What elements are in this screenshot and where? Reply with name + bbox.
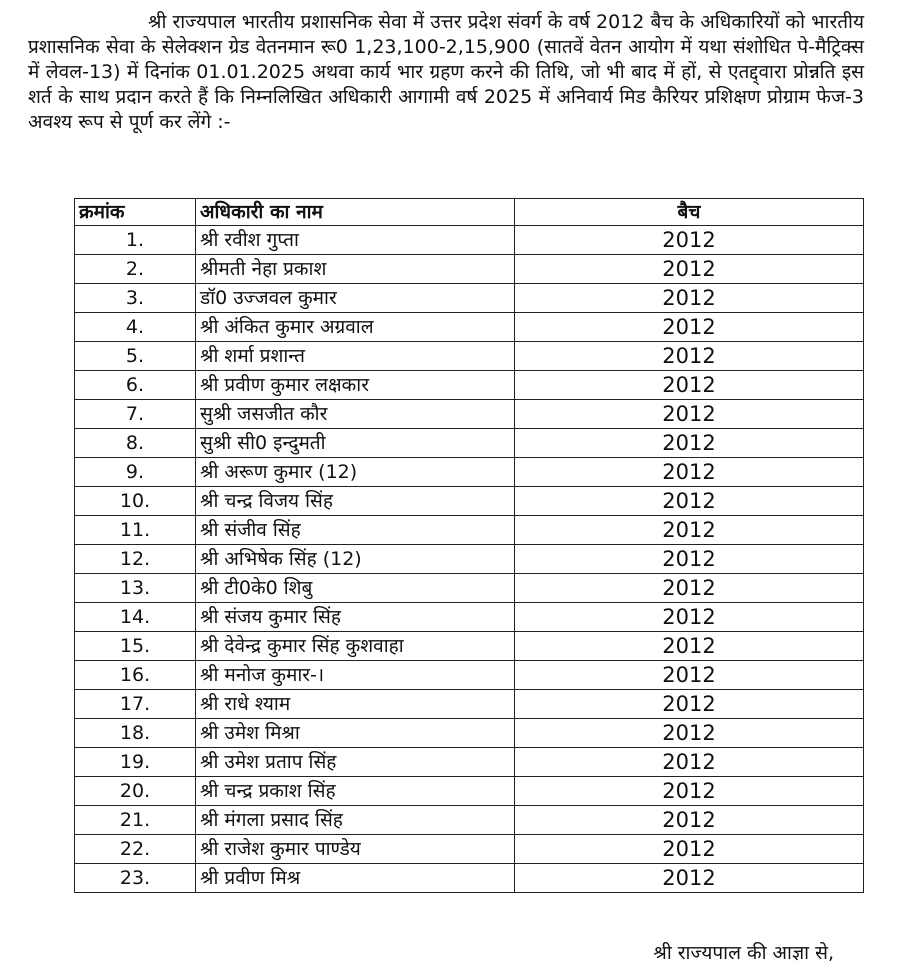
row-serial: 19. — [75, 748, 196, 777]
header-batch: बैच — [515, 199, 864, 226]
officers-table-body — [75, 226, 864, 893]
row-officer-name: श्री शर्मा प्रशान्त — [196, 342, 515, 371]
table-row — [75, 226, 864, 255]
row-officer-name: श्री देवेन्द्र कुमार सिंह कुशवाहा — [196, 632, 515, 661]
table-row — [75, 284, 864, 313]
row-serial: 18. — [75, 719, 196, 748]
row-serial: 7. — [75, 400, 196, 429]
table-row — [75, 487, 864, 516]
row-officer-name: श्री उमेश प्रताप सिंह — [196, 748, 515, 777]
table-row — [75, 719, 864, 748]
row-batch: 2012 — [515, 719, 864, 748]
row-batch: 2012 — [515, 371, 864, 400]
table-row — [75, 255, 864, 284]
table-row — [75, 458, 864, 487]
governor-order-signoff: श्री राज्यपाल की आज्ञा से, — [653, 942, 834, 964]
row-batch: 2012 — [515, 400, 864, 429]
table-row — [75, 342, 864, 371]
row-serial: 2. — [75, 255, 196, 284]
row-serial: 10. — [75, 487, 196, 516]
row-serial: 20. — [75, 777, 196, 806]
row-officer-name: श्री उमेश मिश्रा — [196, 719, 515, 748]
row-officer-name: श्री राजेश कुमार पाण्डेय — [196, 835, 515, 864]
row-batch: 2012 — [515, 661, 864, 690]
header-officer-name: अधिकारी का नाम — [196, 199, 515, 226]
table-row — [75, 545, 864, 574]
row-officer-name: श्री चन्द्र प्रकाश सिंह — [196, 777, 515, 806]
row-serial: 11. — [75, 516, 196, 545]
row-serial: 13. — [75, 574, 196, 603]
row-serial: 15. — [75, 632, 196, 661]
row-serial: 14. — [75, 603, 196, 632]
row-serial: 21. — [75, 806, 196, 835]
table-row — [75, 429, 864, 458]
row-officer-name: श्री मंगला प्रसाद सिंह — [196, 806, 515, 835]
row-batch: 2012 — [515, 516, 864, 545]
row-officer-name: श्री अभिषेक सिंह (12) — [196, 545, 515, 574]
row-officer-name: श्री अंकित कुमार अग्रवाल — [196, 313, 515, 342]
row-officer-name: सुश्री सी0 इन्दुमती — [196, 429, 515, 458]
row-batch: 2012 — [515, 574, 864, 603]
row-batch: 2012 — [515, 632, 864, 661]
row-batch: 2012 — [515, 226, 864, 255]
row-serial: 12. — [75, 545, 196, 574]
row-officer-name: श्रीमती नेहा प्रकाश — [196, 255, 515, 284]
row-serial: 23. — [75, 864, 196, 893]
row-batch: 2012 — [515, 458, 864, 487]
table-row — [75, 777, 864, 806]
table-header-row — [75, 199, 864, 226]
row-serial: 5. — [75, 342, 196, 371]
row-batch: 2012 — [515, 777, 864, 806]
table-row — [75, 603, 864, 632]
row-serial: 22. — [75, 835, 196, 864]
row-serial: 16. — [75, 661, 196, 690]
row-serial: 8. — [75, 429, 196, 458]
table-row — [75, 835, 864, 864]
row-batch: 2012 — [515, 864, 864, 893]
table-row — [75, 864, 864, 893]
table-row — [75, 371, 864, 400]
row-officer-name: श्री प्रवीण मिश्र — [196, 864, 515, 893]
table-row — [75, 400, 864, 429]
row-serial: 9. — [75, 458, 196, 487]
table-row — [75, 690, 864, 719]
officers-table-head — [75, 199, 864, 226]
row-officer-name: श्री मनोज कुमार-। — [196, 661, 515, 690]
intro-paragraph — [28, 10, 864, 135]
row-officer-name: डॉ0 उज्जवल कुमार — [196, 284, 515, 313]
table-row — [75, 748, 864, 777]
row-batch: 2012 — [515, 545, 864, 574]
row-batch: 2012 — [515, 487, 864, 516]
row-officer-name: श्री प्रवीण कुमार लक्षकार — [196, 371, 515, 400]
row-batch: 2012 — [515, 284, 864, 313]
row-serial: 1. — [75, 226, 196, 255]
table-row — [75, 574, 864, 603]
table-row — [75, 661, 864, 690]
row-serial: 4. — [75, 313, 196, 342]
row-batch: 2012 — [515, 255, 864, 284]
intro-text: श्री राज्यपाल भारतीय प्रशासनिक सेवा में उत्तर प्रदेश संवर्ग के वर्ष 2012 बैच के अधिकारियों को भारतीय प्रशासनिक सेवा के सेलेक्शन ग्रेड वेतनमान रू0 1,23,100-2,15,900 (सातवें वेतन आयोग में यथा संशोधित पे-मैट्रिक्स में लेवल-13) में दिनांक 01.01.2025 अथवा कार्य भार ग्रहण करने की तिथि, जो भी बाद में हों, से एतद्द्वारा प्रोन्नति इस शर्त के साथ प्रदान करते हैं कि निम्नलिखित अधिकारी आगामी वर्ष 2025 में अनिवार्य मिड कैरियर प्रशिक्षण प्रोग्राम फेज-3 अवश्य रूप से पूर्ण कर लेंगे :- — [28, 11, 864, 133]
row-batch: 2012 — [515, 429, 864, 458]
row-batch: 2012 — [515, 313, 864, 342]
row-batch: 2012 — [515, 748, 864, 777]
row-officer-name: श्री अरूण कुमार (12) — [196, 458, 515, 487]
row-officer-name: श्री टी0के0 शिबु — [196, 574, 515, 603]
row-batch: 2012 — [515, 342, 864, 371]
row-batch: 2012 — [515, 806, 864, 835]
table-row — [75, 806, 864, 835]
row-officer-name: श्री राधे श्याम — [196, 690, 515, 719]
row-serial: 3. — [75, 284, 196, 313]
header-serial: क्रमांक — [75, 199, 196, 226]
table-row — [75, 313, 864, 342]
table-row — [75, 516, 864, 545]
row-officer-name: सुश्री जसजीत कौर — [196, 400, 515, 429]
row-serial: 6. — [75, 371, 196, 400]
row-officer-name: श्री रवीश गुप्ता — [196, 226, 515, 255]
row-batch: 2012 — [515, 690, 864, 719]
row-batch: 2012 — [515, 835, 864, 864]
table-row — [75, 632, 864, 661]
row-officer-name: श्री संजीव सिंह — [196, 516, 515, 545]
row-serial: 17. — [75, 690, 196, 719]
row-officer-name: श्री चन्द्र विजय सिंह — [196, 487, 515, 516]
officers-table — [74, 198, 864, 893]
row-officer-name: श्री संजय कुमार सिंह — [196, 603, 515, 632]
row-batch: 2012 — [515, 603, 864, 632]
